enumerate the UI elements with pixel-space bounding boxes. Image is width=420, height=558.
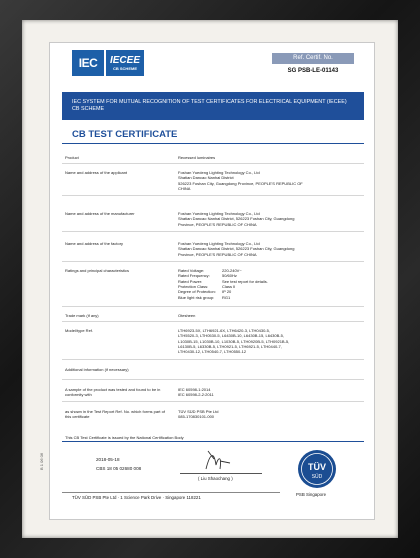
- divider: [62, 163, 364, 164]
- field-value-line: L6130B-5, L6330B-5, LTH0921-5, LTH6921-5, LTH0440-7,: [178, 343, 282, 349]
- certificate-sheet: [49, 42, 375, 520]
- field-label: Product: [65, 155, 79, 160]
- field-label: Additional information (if necessary): [65, 367, 129, 372]
- rating-key: Rated Voltage:: [178, 268, 205, 273]
- rating-key: Blue light risk group:: [178, 294, 215, 300]
- field-value-line: TÜV SÜD PSB Pte Ltd: [178, 409, 219, 414]
- signatory-name: ( Liu Shaochang ): [198, 476, 233, 481]
- divider: [62, 441, 364, 442]
- field-value: Recessed luminaires: [178, 155, 216, 160]
- rating-value: See test report for details.: [222, 278, 268, 284]
- field-value-line: LTH6923-5X, LTH6921-6X, LTH6420-3, LTH0430-5,: [178, 328, 270, 333]
- divider: [62, 359, 364, 360]
- rating-key: Rated Frequency:: [178, 273, 210, 279]
- tuv-badge-text: TÜV: [308, 462, 326, 472]
- issued-by-statement: This CB Test Certificate is issued by the National Certification Body: [65, 435, 184, 440]
- cbs-number: CBS 18 05 02680 008: [96, 466, 142, 471]
- tuv-caption: PSB Singapore: [296, 492, 327, 497]
- field-label: Ratings and principal characteristics: [65, 268, 130, 273]
- field-label: as shown in the Test Report Ref. No. which forms part of this certificate: [65, 409, 165, 420]
- field-value-line: Shatian Dancao Nanhai District, 526223 Foshan City, Guangdong: [178, 216, 295, 222]
- rating-key: Degree of Protection:: [178, 289, 216, 295]
- rating-value: Class II: [222, 283, 236, 289]
- iecee-logo-text: IECEE: [109, 54, 140, 66]
- title-rule: [62, 143, 364, 144]
- field-value-line: L1030B-15, L1030B-10, L1030B-5, LTH0920B-5, LTH0921B-5,: [178, 338, 290, 344]
- iecee-logo: [106, 50, 144, 76]
- divider: [62, 321, 364, 322]
- field-value-line: LTH5520-3, LTH0530-5, L6430B-10, L6430B-15, L6430B-5,: [178, 333, 284, 339]
- rating-value: RG1: [222, 294, 231, 300]
- field-value-line: Shatian Dancao Nanhai District, 526223 Foshan City, Guangdong: [178, 246, 295, 252]
- field-value: Otesheen: [178, 313, 196, 318]
- iec-logo: IEC: [72, 50, 104, 76]
- divider: [62, 261, 364, 262]
- signature-mark: [200, 447, 240, 473]
- divider: [62, 195, 364, 196]
- ref-certificate-number: SG PSB-LE-01143: [287, 68, 339, 74]
- issue-date: 2018-05-18: [96, 457, 120, 462]
- field-label: Name and address of the factory: [65, 241, 124, 246]
- tuv-badge-sub: SÜD: [311, 474, 323, 480]
- tuv-sud-badge-icon: [297, 449, 337, 489]
- field-value-line: IEC 60598-1:2014: [178, 387, 211, 392]
- divider: [62, 306, 364, 307]
- field-value-line: Foshan Yuedeng Lighting Technology Co., Ltd: [178, 211, 260, 216]
- field-label: Name and address of the manufacturer: [65, 211, 135, 216]
- issuer-address: TÜV SÜD PSB Pte Ltd · 1 Science Park Drive · Singapore 118221: [72, 495, 201, 500]
- field-value-line: LTH0430-12, LTH0540-7, LTH0550-12: [178, 349, 247, 355]
- signature-line: [180, 473, 262, 474]
- field-label: Model/type Ref.: [65, 328, 94, 333]
- rating-key: Protection Class:: [178, 283, 209, 289]
- scheme-banner: IEC SYSTEM FOR MUTUAL RECOGNITION OF TEST CERTIFICATES FOR ELECTRICAL EQUIPMENT (IECEE) CB SCHEME: [62, 92, 364, 120]
- side-code: B 1 06 06: [39, 452, 44, 470]
- field-value-line: Province, PEOPLE'S REPUBLIC OF CHINA: [178, 251, 257, 257]
- field-label: Name and address of the applicant: [65, 170, 128, 175]
- field-value-line: Province, PEOPLE'S REPUBLIC OF CHINA: [178, 221, 257, 227]
- footer-rule: [62, 492, 280, 493]
- field-value-line: Foshan Yuedeng Lighting Technology Co., Ltd: [178, 241, 260, 246]
- rating-value: 50/60Hz: [222, 273, 237, 279]
- field-value-line: CHINA: [178, 185, 191, 191]
- field-value-line: 526223 Foshan City, Guangdong Province, PEOPLE'S REPUBLIC OF: [178, 180, 303, 186]
- rating-value: IP 20: [222, 289, 232, 295]
- divider: [62, 231, 364, 232]
- field-value-line: 085-170830101-000: [178, 414, 215, 420]
- field-label: A sample of the product was tested and found to be in conformity with: [65, 387, 161, 398]
- ref-certificate-label: Ref. Certif. No.: [272, 53, 354, 64]
- rating-value: 220-240V~: [222, 268, 242, 273]
- field-value-line: Shatian Dancao Nanhai District: [178, 175, 234, 181]
- certificate-header: [62, 48, 364, 90]
- rating-key: Rated Power:: [178, 278, 203, 284]
- field-value-line: IEC 60598-2-2:2011: [178, 392, 214, 398]
- field-value-line: Foshan Yuedeng Lighting Technology Co., Ltd: [178, 170, 260, 175]
- divider: [62, 379, 364, 380]
- iecee-logo-sub: CB SCHEME: [112, 65, 137, 71]
- divider: [62, 401, 364, 402]
- certificate-title: CB TEST CERTIFICATE: [72, 129, 178, 140]
- field-label: Trade mark (if any): [65, 313, 99, 318]
